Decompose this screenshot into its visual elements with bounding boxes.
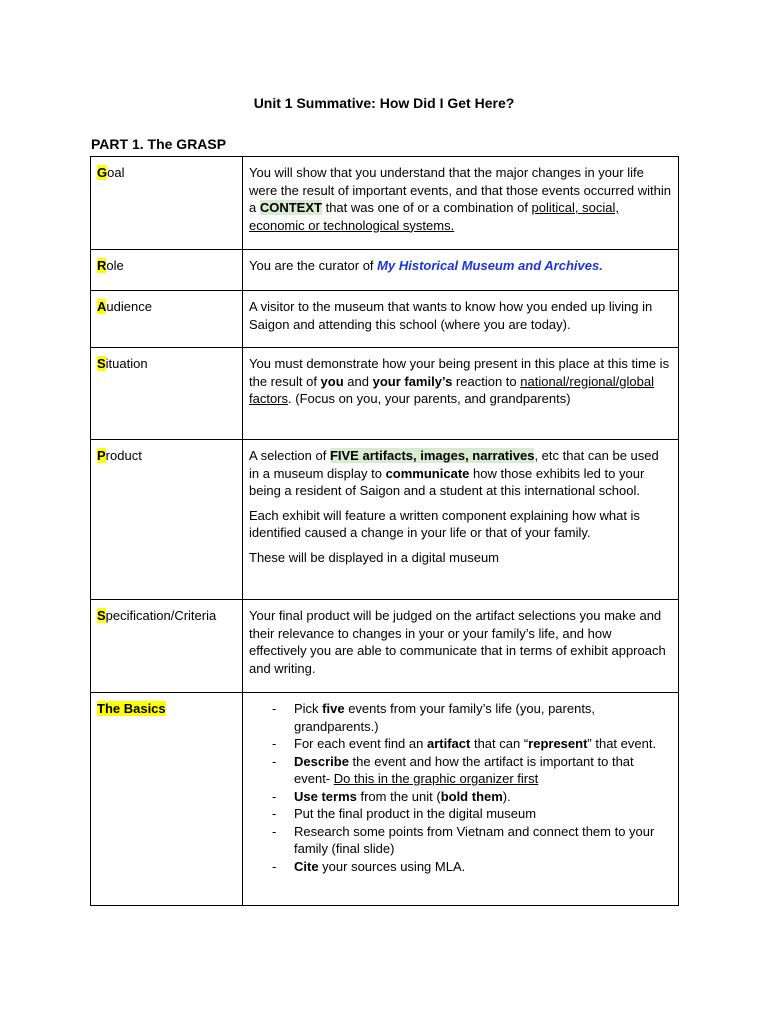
text: from the unit ( [356, 788, 441, 804]
label-rest: roduct [105, 448, 142, 463]
label-letter: A [97, 299, 107, 314]
content-goal [243, 157, 679, 250]
text: You will show that you understand that the major changes in your life were the result of important events, and that those events occurred within a [249, 165, 672, 215]
context-term: CONTEXT [259, 200, 322, 215]
text: For each event find an [294, 736, 427, 751]
list-item [249, 753, 672, 788]
bold-text: five [322, 701, 345, 716]
label-product [91, 440, 243, 600]
text: You must demonstrate how your being present in this place at this time is the result of [249, 356, 670, 389]
product-paragraph-3: These will be displayed in a digital museum [249, 549, 500, 565]
content-basics [243, 693, 679, 906]
bold-text: Describe [294, 753, 349, 769]
content-role [243, 250, 679, 291]
page-title: Unit 1 Summative: How Did I Get Here? [253, 95, 515, 111]
label-letter: R [97, 258, 107, 273]
text: reaction to [452, 373, 521, 389]
text: You are the curator of [249, 258, 378, 273]
grasp-table [90, 156, 679, 906]
bold-text: artifact [426, 736, 471, 751]
table-row-role [91, 250, 679, 291]
text: events from your family’s life (you, parents, grandparents.) [294, 701, 596, 734]
table-row-specification [91, 600, 679, 693]
factors-text: national/regional/global factors [249, 373, 654, 406]
label-audience [91, 291, 243, 348]
label-rest: oal [107, 165, 125, 180]
bold-text: bold them [440, 788, 503, 804]
text: the event and how the artifact is important to that event- [294, 753, 634, 786]
basics-label: The Basics [97, 701, 166, 716]
table-row-basics [91, 693, 679, 906]
list-item [249, 735, 672, 753]
museum-name: My Historical Museum and Archives. [377, 258, 603, 273]
text: ). [502, 788, 511, 804]
content-situation [243, 348, 679, 440]
product-paragraph-1 [249, 447, 672, 500]
label-rest: ole [106, 258, 124, 273]
bold-text: your family’s [372, 373, 453, 389]
label-situation [91, 348, 243, 440]
text: that was one of or a combination of [321, 200, 532, 215]
bold-text: communicate [385, 465, 470, 481]
label-rest: udience [106, 299, 152, 314]
text: Pick [294, 701, 323, 716]
label-letter: G [97, 165, 108, 180]
text: that can “ [470, 736, 529, 751]
bold-text: Use terms [294, 788, 357, 804]
text: . (Focus on you, your parents, and grandparents) [288, 391, 571, 406]
table-row-goal [91, 157, 679, 250]
text: and [343, 373, 373, 389]
content-audience [243, 291, 679, 348]
text: ” that event. [587, 736, 657, 751]
label-letter: S [97, 356, 106, 371]
text: , etc that can be used in a museum display to [249, 448, 659, 481]
text: A selection of [249, 448, 330, 463]
content-specification [243, 600, 679, 693]
list-item: - Put the final product in the digital museum [249, 805, 672, 823]
product-paragraph-2: Each exhibit will feature a written component explaining how what is identified caused a change in your life or that of your family. [249, 507, 640, 540]
table-row-product [91, 440, 679, 600]
table-row-situation [91, 348, 679, 440]
label-goal [91, 157, 243, 250]
list-item: - Research some points from Vietnam and connect them to your family (final slide) [249, 823, 672, 858]
list-item [249, 700, 672, 735]
label-rest: pecification/Criteria [105, 608, 217, 623]
five-artifacts-text: FIVE artifacts, images, narratives [329, 448, 535, 463]
list-item [249, 788, 672, 806]
label-basics [91, 693, 243, 906]
systems-text: political, social, economic or technological systems. [249, 200, 619, 233]
bold-text: you [320, 373, 344, 389]
label-rest: ituation [105, 356, 148, 371]
bold-text: Cite [294, 858, 319, 874]
label-letter: P [97, 448, 106, 463]
text: Your final product will be judged on the artifact selections you make and their relevance to changes in your or your family’s life, and how effectively you are able to communicate that in terms of exhibit approach and writing. [249, 608, 666, 676]
underlined-text: Do this in the graphic organizer first [333, 771, 539, 786]
list-item [249, 858, 672, 876]
label-role [91, 250, 243, 291]
text: your sources using MLA. [318, 858, 466, 874]
part-heading: PART 1. The GRASP [91, 136, 227, 152]
text: A visitor to the museum that wants to know how you ended up living in Saigon and attending this school (where you are today). [249, 299, 653, 332]
table-row-audience [91, 291, 679, 348]
text: how those exhibits led to your being a resident of Saigon and a student at this international school. [249, 465, 645, 498]
content-product [243, 440, 679, 600]
basics-list [249, 700, 672, 875]
bold-text: represent [528, 736, 588, 751]
label-letter: S [97, 608, 106, 623]
label-specification [91, 600, 243, 693]
